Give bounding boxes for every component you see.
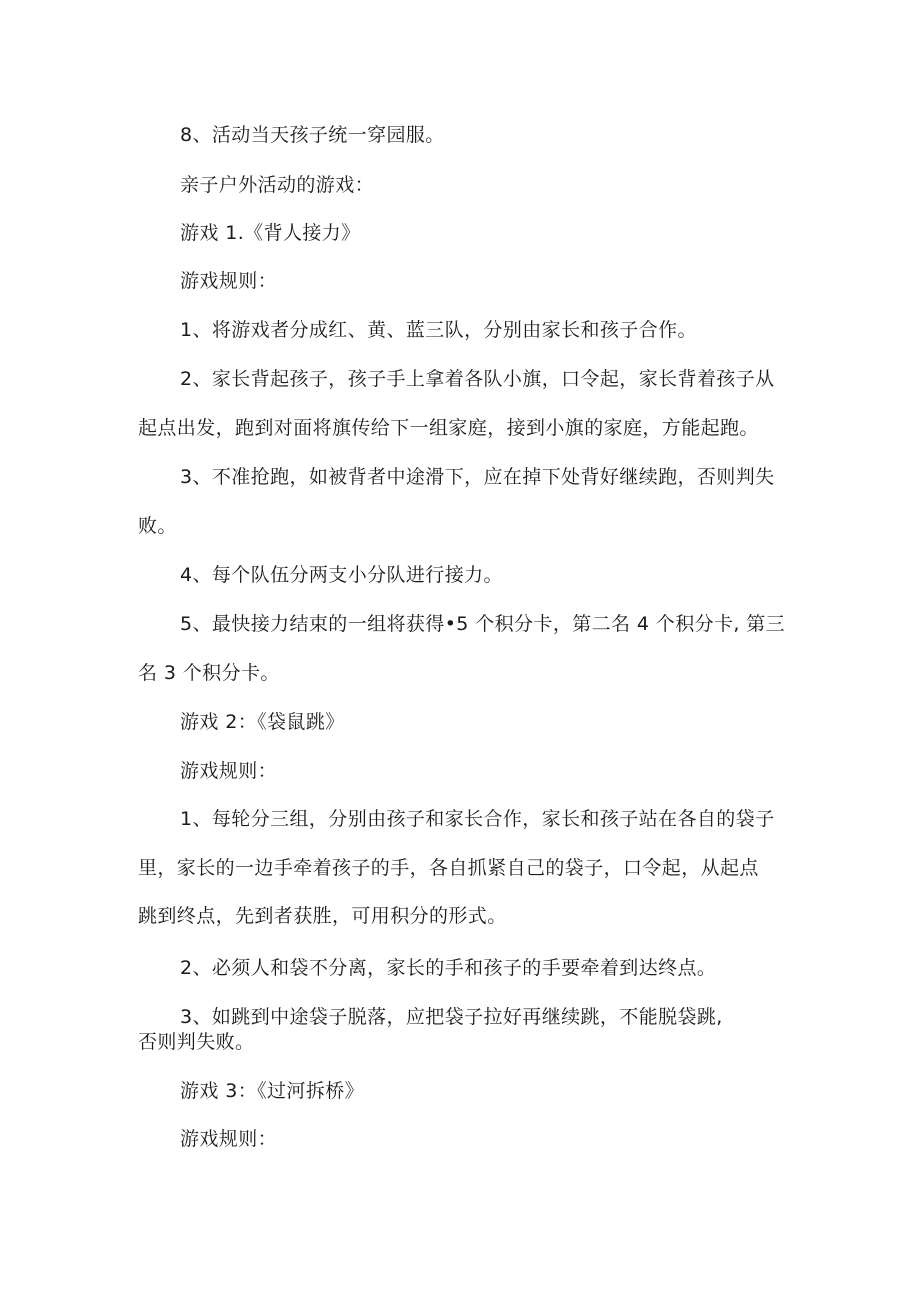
rule-item-continued: 败。 bbox=[138, 515, 177, 537]
rule-item-continued: 否则判失败。 bbox=[138, 1031, 255, 1053]
rules-heading: 游戏规则： bbox=[180, 270, 278, 292]
rule-item: 1、将游戏者分成红、黄、蓝三队，分别由家长和孩子合作。 bbox=[180, 319, 697, 341]
rule-item: 3、如跳到中途袋子脱落，应把袋子拉好再继续跳，不能脱袋跳, bbox=[180, 1006, 723, 1028]
section-heading: 亲子户外活动的游戏： bbox=[180, 174, 375, 196]
paragraph-line: 8、活动当天孩子统一穿园服。 bbox=[180, 124, 445, 146]
rule-item-continued: 名 3 个积分卡。 bbox=[138, 662, 280, 684]
rule-item-continued: 跳到终点，先到者获胜，可用积分的形式。 bbox=[138, 905, 507, 927]
rule-item: 2、家长背起孩子，孩子手上拿着各队小旗，口令起，家长背着孩子从 bbox=[180, 368, 775, 390]
game-title: 游戏 3：《过河拆桥》 bbox=[180, 1080, 365, 1102]
rules-heading: 游戏规则： bbox=[180, 1128, 278, 1150]
rule-item-continued: 里，家长的一边手牵着孩子的手，各自抓紧自己的袋子，口令起，从起点 bbox=[138, 857, 759, 879]
rule-item: 3、不准抢跑，如被背者中途滑下，应在掉下处背好继续跑，否则判失 bbox=[180, 466, 775, 488]
rule-item-continued: 起点出发，跑到对面将旗传给下一组家庭，接到小旗的家庭，方能起跑。 bbox=[138, 417, 759, 439]
rule-item: 1、每轮分三组，分别由孩子和家长合作，家长和孩子站在各自的袋子 bbox=[180, 808, 775, 830]
rules-heading: 游戏规则： bbox=[180, 760, 278, 782]
game-title: 游戏 2：《袋鼠跳》 bbox=[180, 711, 345, 733]
game-title: 游戏 1.《背人接力》 bbox=[180, 222, 361, 244]
rule-item: 2、必须人和袋不分离，家长的手和孩子的手要牵着到达终点。 bbox=[180, 957, 717, 979]
rule-item: 4、每个队伍分两支小分队进行接力。 bbox=[180, 564, 503, 586]
rule-item: 5、最快接力结束的一组将获得•5 个积分卡，第二名 4 个积分卡, 第三 bbox=[180, 613, 786, 635]
